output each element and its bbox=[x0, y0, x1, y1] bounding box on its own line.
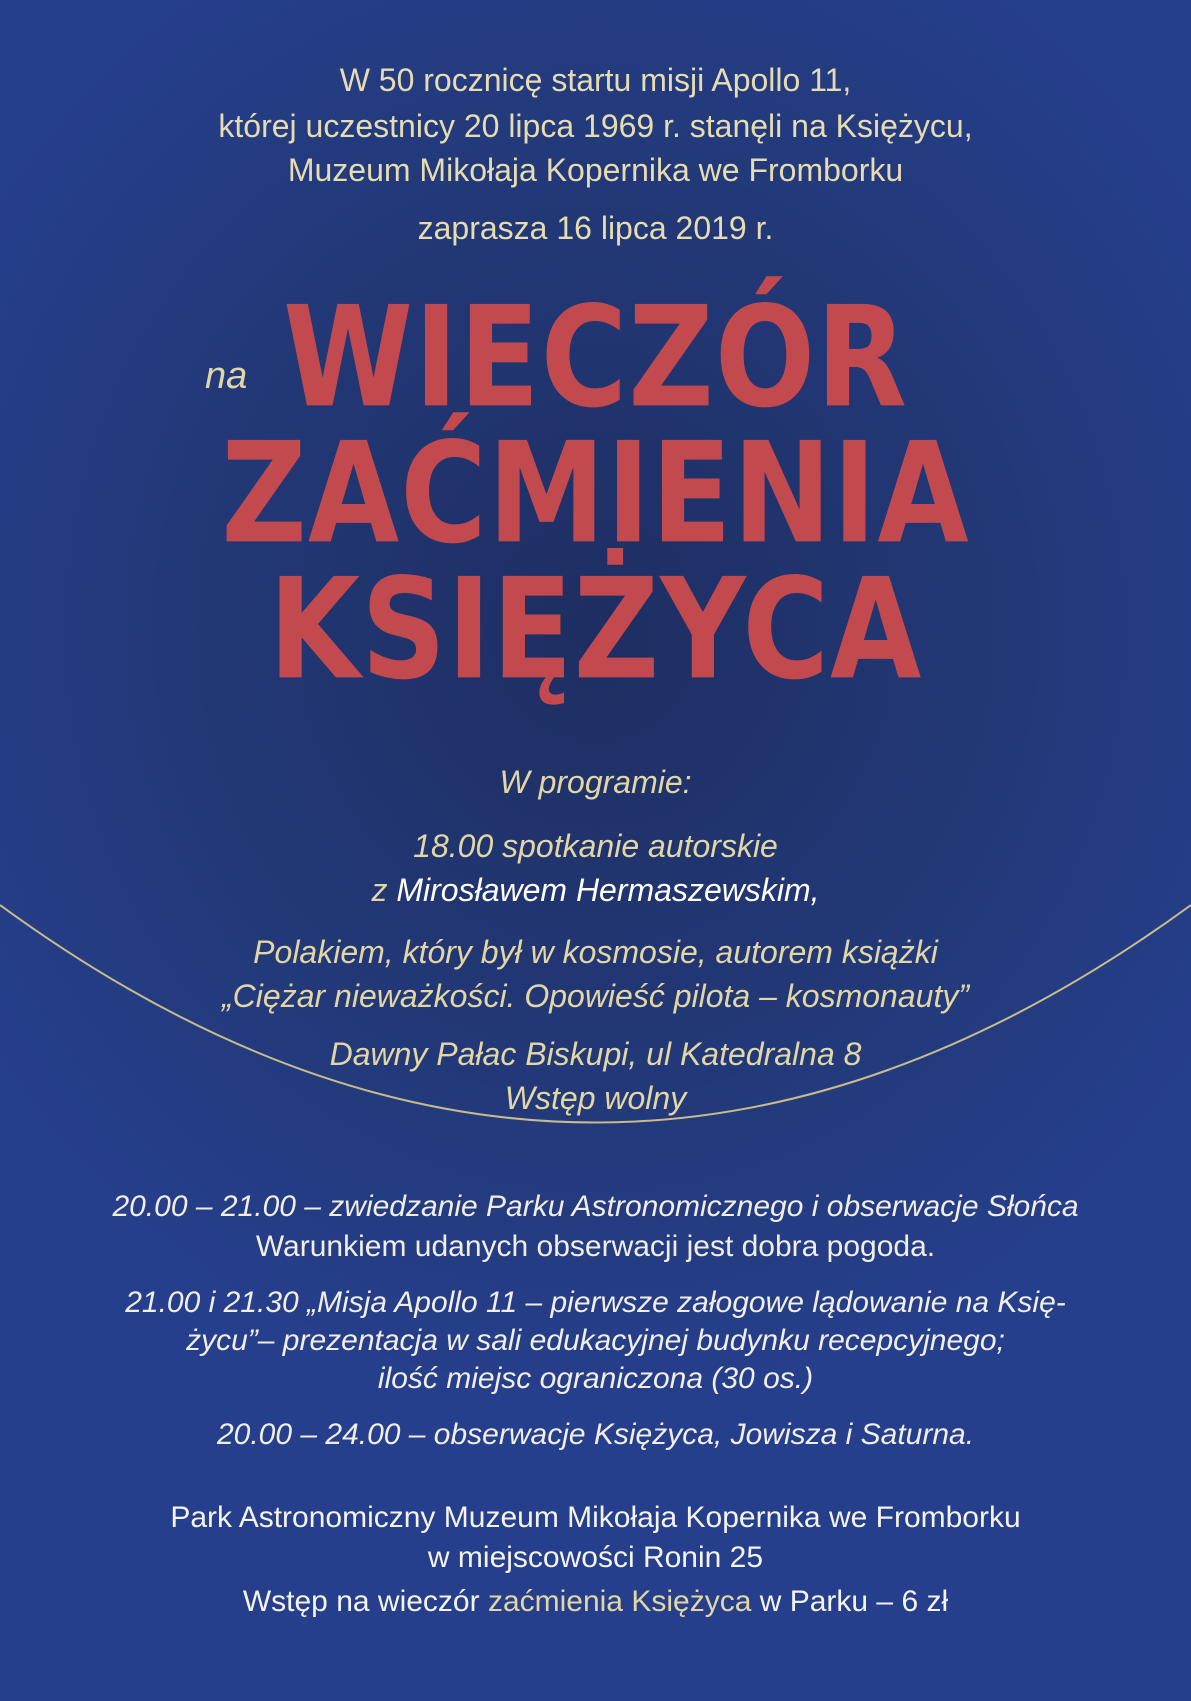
title-line-1: WIECZÓR bbox=[282, 275, 908, 439]
fee-suffix: w Parku – 6 zł bbox=[759, 1585, 949, 1618]
guest-description-2: „Ciężar nieważkości. Opowieść pilota – kosmonauty” bbox=[222, 978, 969, 1014]
footer-location-2: w miejscowości Ronin 25 bbox=[427, 1541, 764, 1574]
schedule-item-1-note: Warunkiem udanych obserwacji jest dobra pogoda. bbox=[255, 1230, 936, 1263]
title-line-2: ZAĆMIENIA bbox=[221, 411, 970, 575]
footer-location-1: Park Astronomiczny Muzeum Mikołaja Kopernika we Fromborku bbox=[170, 1501, 1021, 1534]
schedule-item-2-line-1: 21.00 i 21.30 „Misja Apollo 11 – pierwsze załogowe lądowanie na Księ- bbox=[125, 1286, 1066, 1319]
title-line-3: KSIĘŻYCA bbox=[268, 547, 923, 711]
invite-date: zaprasza 16 lipca 2019 r. bbox=[417, 210, 774, 246]
guest-description-1: Polakiem, który był w kosmosie, autorem książki bbox=[253, 934, 938, 970]
fee-prefix: Wstęp na wieczór bbox=[242, 1585, 480, 1618]
meeting-line: 18.00 spotkanie autorskie bbox=[413, 828, 778, 864]
title-prefix: na bbox=[205, 355, 248, 397]
intro-line-2: której uczestnicy 20 lipca 1969 r. stanęli na Księżycu, bbox=[218, 108, 973, 144]
intro-line-3: Muzeum Mikołaja Kopernika we Fromborku bbox=[287, 152, 904, 188]
fee-highlight: zaćmienia Księżyca bbox=[487, 1585, 752, 1618]
schedule-item-1: 20.00 – 21.00 – zwiedzanie Parku Astronomicznego i obserwacje Słońca bbox=[112, 1190, 1079, 1223]
program-heading: W programie: bbox=[499, 764, 692, 800]
intro-line-1: W 50 rocznicę startu misji Apollo 11, bbox=[339, 62, 852, 98]
schedule-item-2-line-3: ilość miejsc ograniczona (30 os.) bbox=[377, 1362, 814, 1395]
schedule-item-3: 20.00 – 24.00 – obserwacje Księżyca, Jowisza i Saturna. bbox=[216, 1418, 975, 1451]
schedule-item-2-line-2: życu”– prezentacja w sali edukacyjnej budynku recepcyjnego; bbox=[186, 1324, 1005, 1357]
venue-address: Dawny Pałac Biskupi, ul Katedralna 8 bbox=[329, 1036, 862, 1072]
footer-fee bbox=[0, 1584, 1191, 1620]
meeting-guest-line bbox=[0, 872, 1191, 908]
meeting-guest-name: Mirosławem Hermaszewskim, bbox=[396, 872, 820, 908]
meeting-prefix: z bbox=[371, 872, 388, 908]
entry-free: Wstęp wolny bbox=[504, 1080, 687, 1116]
